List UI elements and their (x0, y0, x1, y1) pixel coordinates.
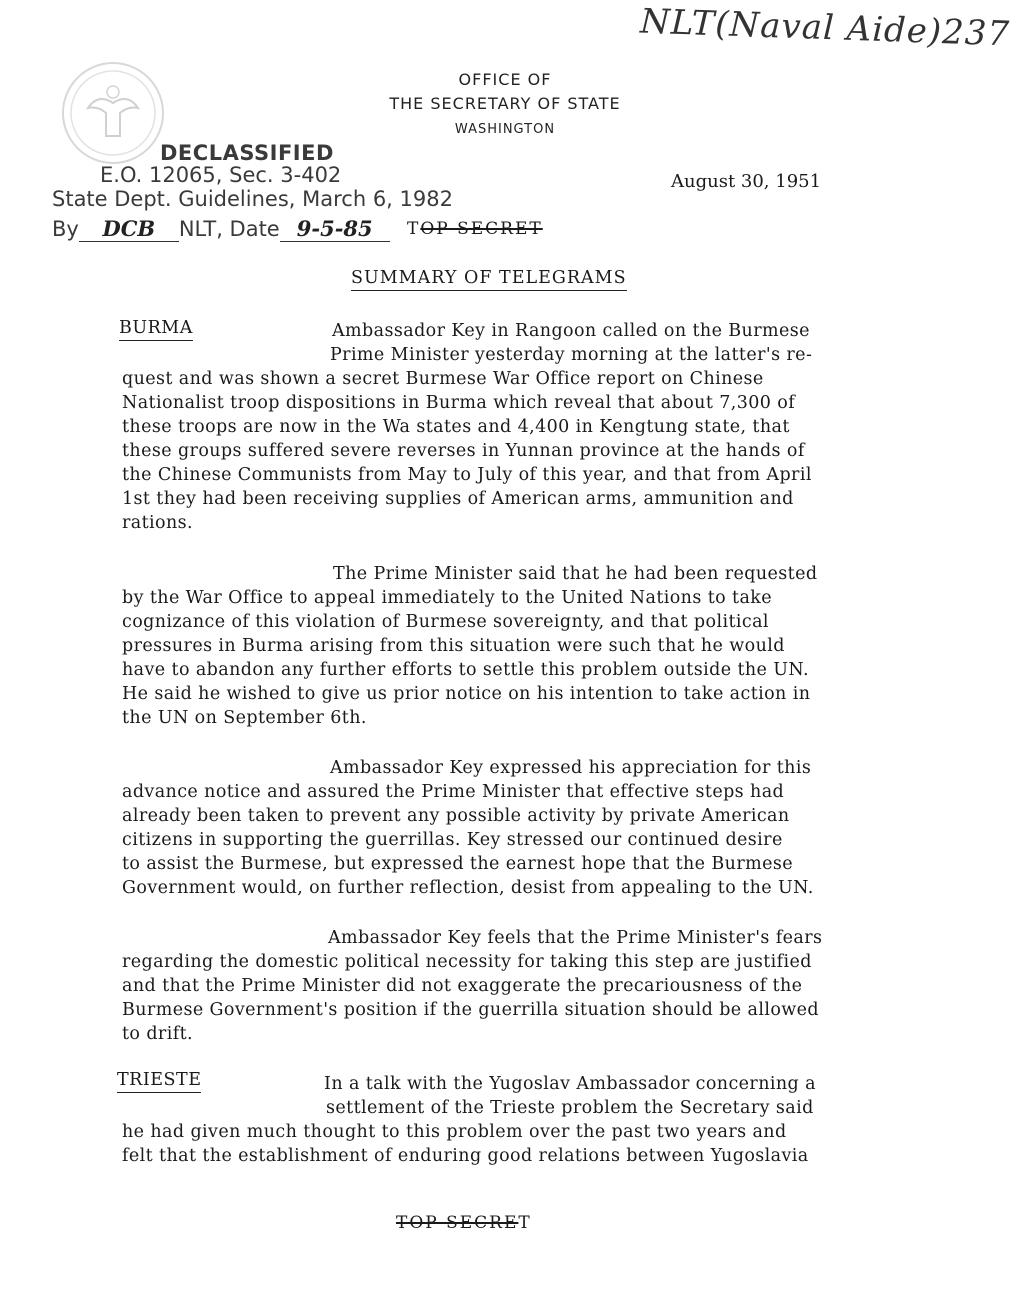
burma-line: The Prime Minister said that he had been requested (333, 564, 818, 584)
classification-struck-text: TOP SECRE (396, 1213, 519, 1233)
burma-line: Ambassador Key in Rangoon called on the Burmese (332, 321, 810, 341)
letterhead-city: WASHINGTON (454, 122, 556, 137)
by-label: By (52, 217, 79, 241)
department-seal-icon (58, 58, 168, 168)
burma-line: Prime Minister yesterday morning at the latter's re- (330, 345, 813, 365)
burma-line: by the War Office to appeal immediately to the United Nations to take (122, 588, 773, 608)
burma-line: to assist the Burmese, but expressed the earnest hope that the Burmese (122, 854, 793, 874)
trieste-line: he had given much thought to this problem over the past two years and (122, 1122, 787, 1142)
burma-line: have to abandon any further efforts to settle this problem outside the UN. (122, 660, 809, 680)
page-title: SUMMARY OF TELEGRAMS (351, 268, 627, 291)
burma-line: Ambassador Key feels that the Prime Minister's fears (328, 928, 823, 948)
section-label-trieste: TRIESTE (117, 1070, 201, 1093)
declassification-date: 9-5-85 (280, 216, 390, 242)
burma-line: the Chinese Communists from May to July of this year, and that from April (122, 465, 812, 485)
burma-line: already been taken to prevent any possible activity by private American (122, 806, 790, 826)
burma-line: rations. (122, 513, 193, 533)
classification-letter: T (407, 219, 421, 239)
declassified-stamp-title: DECLASSIFIED (160, 141, 334, 165)
burma-line: to drift. (122, 1024, 193, 1044)
burma-line: 1st they had been receiving supplies of American arms, ammunition and (122, 489, 794, 509)
handwritten-file-reference: NLT(Naval Aide)237 (639, 1, 1011, 55)
trieste-line: settlement of the Trieste problem the Secretary said (326, 1098, 814, 1118)
burma-line: pressures in Burma arising from this situation were such that he would (122, 636, 785, 656)
burma-line: He said he wished to give us prior notice on his intention to take action in (122, 684, 811, 704)
classification-struck-text: OP SECRET (420, 219, 543, 239)
burma-line: these groups suffered severe reverses in Yunnan province at the hands of (122, 441, 805, 461)
letterhead-office: OFFICE OF (458, 70, 552, 89)
trieste-line: felt that the establishment of enduring good relations between Yugoslavia (122, 1146, 809, 1166)
declassified-stamp-signature-line (52, 216, 390, 242)
burma-line: quest and was shown a secret Burmese War Office report on Chinese (122, 369, 764, 389)
classification-marking-bottom (396, 1213, 532, 1233)
burma-line: cognizance of this violation of Burmese sovereignty, and that political (122, 612, 769, 632)
burma-line: Nationalist troop dispositions in Burma which reveal that about 7,300 of (122, 393, 796, 413)
classification-marking-top (407, 219, 543, 239)
burma-line: the UN on September 6th. (122, 708, 367, 728)
letterhead-secretary: THE SECRETARY OF STATE (389, 94, 621, 113)
reviewer-initials: DCB (79, 216, 179, 242)
nlt-date-label: NLT, Date (178, 217, 280, 241)
burma-line: advance notice and assured the Prime Minister that effective steps had (122, 782, 785, 802)
burma-line: these troops are now in the Wa states and 4,400 in Kengtung state, that (122, 417, 790, 437)
burma-line: and that the Prime Minister did not exaggerate the precariousness of the (122, 976, 803, 996)
document-date: August 30, 1951 (671, 171, 822, 192)
burma-line: Ambassador Key expressed his appreciation for this (330, 758, 812, 778)
burma-line: regarding the domestic political necessity for taking this step are justified (122, 952, 812, 972)
declassified-stamp-eo: E.O. 12065, Sec. 3-402 (100, 163, 342, 187)
burma-line: Burmese Government's position if the guerrilla situation should be allowed (122, 1000, 820, 1020)
classification-letter: T (518, 1213, 532, 1233)
burma-line: citizens in supporting the guerrillas. Key stressed our continued desire (122, 830, 783, 850)
declassified-stamp-guidelines: State Dept. Guidelines, March 6, 1982 (52, 187, 453, 211)
section-label-burma: BURMA (119, 318, 193, 341)
burma-line: Government would, on further reflection, desist from appealing to the UN. (122, 878, 814, 898)
trieste-line: In a talk with the Yugoslav Ambassador concerning a (324, 1074, 816, 1094)
